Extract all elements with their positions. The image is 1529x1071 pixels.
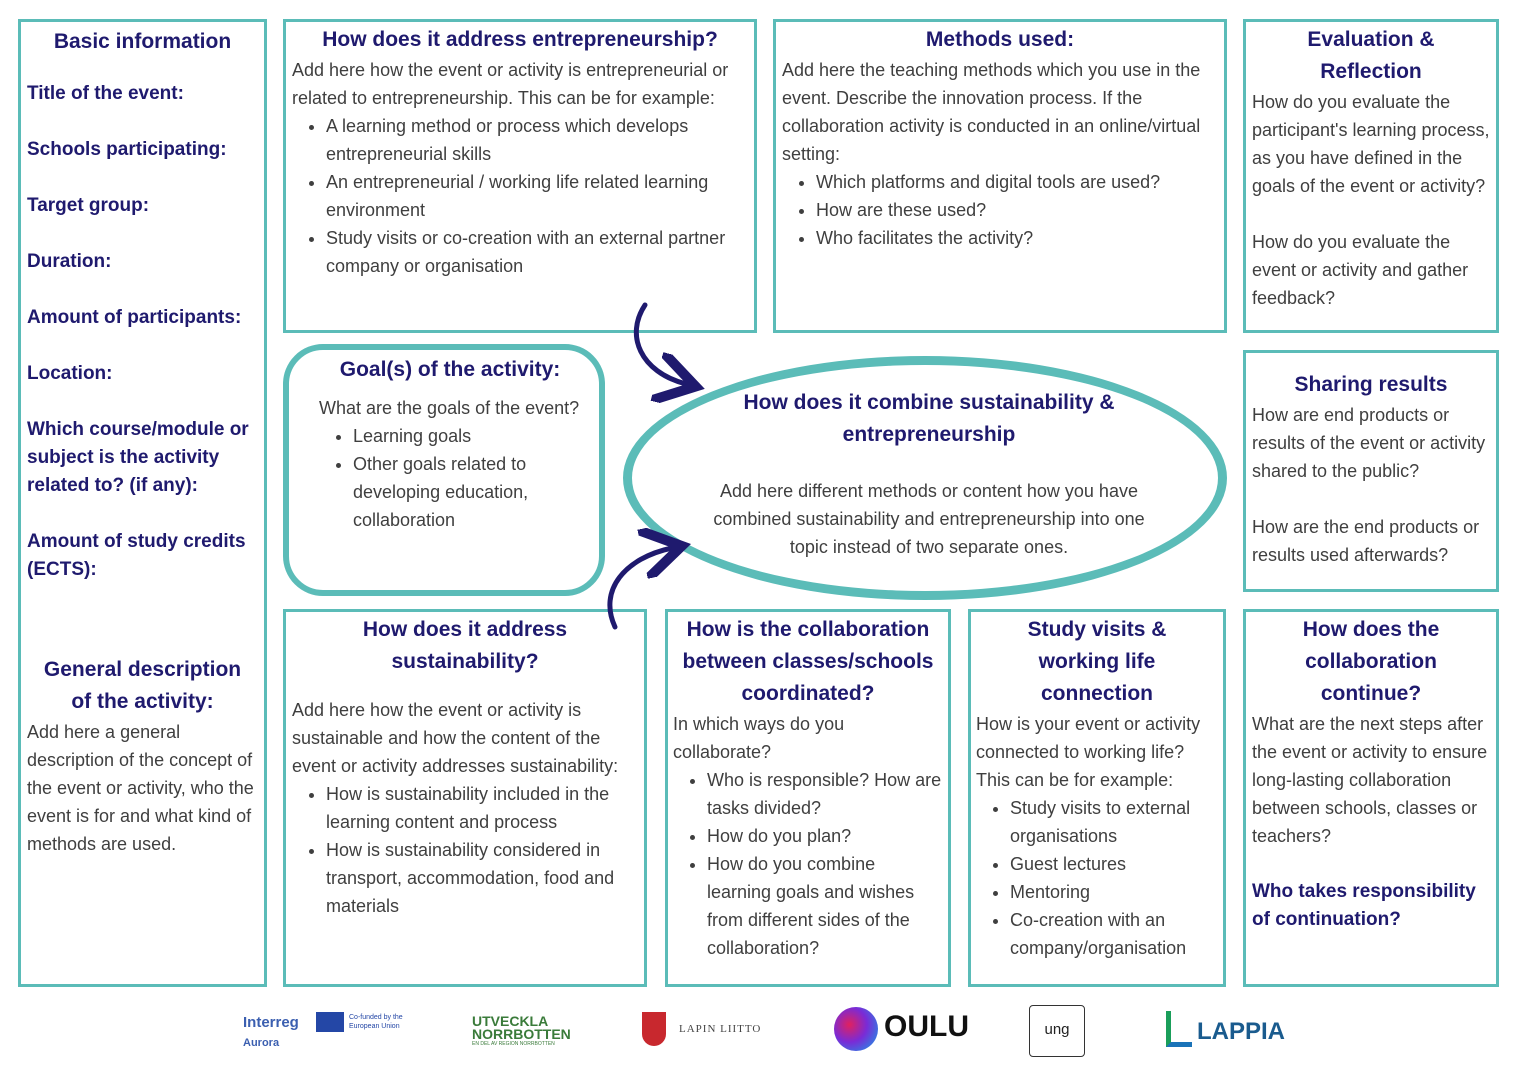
evaluation-p1: How do you evaluate the participant's learning process, as you have defined in the goals of the event or activity? [1252,92,1490,196]
eu-cofunded-text: Co-funded by the European Union [349,1014,403,1030]
field-duration: Duration: [27,251,112,272]
list-item: • How are these used? [816,196,1218,224]
list-item: • Mentoring [1010,878,1218,906]
continue-panel [1243,609,1499,987]
collaboration-intro: In which ways do you collaborate? [673,714,845,762]
lappia-icon [1166,1011,1192,1047]
lapin-liitto-logo: LAPIN LIITTO [679,1023,762,1035]
list-item: • Which platforms and digital tools are used? [816,168,1218,196]
goals-intro: What are the goals of the event? [319,398,580,418]
list-item: • Study visits or co-creation with an external partner company or organisation [326,224,748,280]
sharing-p1: How are end products or results of the event or activity shared to the public? [1252,405,1486,481]
list-item: • How do you combine learning goals and wishes from different sides of the collaboration? [707,850,943,962]
field-study-credits: Amount of study credits (ECTS): [27,531,246,580]
evaluation-p2: How do you evaluate the event or activity and gather feedback? [1252,232,1469,308]
list-item: • How do you plan? [707,822,943,850]
lapin-liitto-crest-icon [642,1012,666,1046]
ung-logo: ung [1029,1005,1085,1057]
sustainability-panel [283,609,647,987]
sharing-panel [1243,350,1499,592]
entrepreneurship-title: How does it address entrepreneurship? [322,28,718,51]
sharing-title: Sharing results [1294,373,1448,396]
collaboration-panel [665,609,951,987]
list-item: • An entrepreneurial / working life related learning environment [326,168,748,224]
list-item: • How is sustainability included in the learning content and process [326,780,638,836]
basic-information-panel [18,19,267,987]
field-title-of-event: Title of the event: [27,83,184,104]
continue-responsibility: Who takes responsibility of continuation? [1252,881,1476,930]
general-description-text: Add here a general description of the concept of the event or activity, who the event is for and what kind of methods are used. [27,722,254,854]
combine-text: Add here different methods or content how you have combined sustainability and entrepreneurship into one topic instead of two separate ones. [713,481,1145,557]
list-item: • Guest lectures [1010,850,1218,878]
field-schools-participating: Schools participating: [27,139,227,160]
list-item: • Other goals related to developing education, collaboration [353,450,581,534]
collaboration-title: How is the collaboration between classes/schools coordinated? [682,618,934,705]
entrepreneurship-list [292,112,748,280]
list-item: • Who facilitates the activity? [816,224,1218,252]
oulu-logo: OULU [884,1010,969,1043]
methods-panel [773,19,1227,333]
entrepreneurship-intro: Add here how the event or activity is entrepreneurial or related to entrepreneurship. This can be for example: [292,60,729,108]
sharing-p2: How are the end products or results used afterwards? [1252,517,1480,565]
list-item: • How is sustainability considered in transport, accommodation, food and materials [326,836,638,920]
eu-flag-logo [316,1012,344,1032]
collaboration-list [673,766,943,962]
field-target-group: Target group: [27,195,150,216]
sustainability-intro: Add here how the event or activity is sustainable and how the content of the event or activity addresses sustainability: [292,700,619,776]
study-visits-list [976,794,1218,962]
list-item: • Who is responsible? How are tasks divided? [707,766,943,822]
combine-title: How does it combine sustainability & entrepreneurship [743,391,1115,446]
list-item: • Co-creation with an company/organisation [1010,906,1218,962]
study-visits-panel [968,609,1226,987]
lappia-logo: LAPPIA [1197,1018,1286,1045]
goals-title: Goal(s) of the activity: [339,358,561,381]
sustainability-title: How does it address sustainability? [362,618,568,673]
utveckla-norrbotten-logo: UTVECKLA NORRBOTTEN EN DEL AV REGION NORRBOTTEN [472,1013,571,1047]
list-item: • Learning goals [353,422,581,450]
combine-ellipse [623,356,1227,600]
continue-title: How does the collaboration continue? [1302,618,1440,705]
methods-list [782,168,1218,252]
sustainability-list [292,780,638,920]
goals-list [319,422,581,534]
field-location: Location: [27,363,113,384]
field-amount-of-participants: Amount of participants: [27,307,242,328]
methods-intro: Add here the teaching methods which you use in the event. Describe the innovation process. If the collaboration activity is conducted in an online/virtual setting: [782,60,1201,164]
list-item: • A learning method or process which develops entrepreneurial skills [326,112,748,168]
logo-row [0,1000,1529,1070]
evaluation-title: Evaluation & Reflection [1307,28,1435,83]
list-item: • Study visits to external organisations [1010,794,1218,850]
field-course-module: Which course/module or subject is the activity related to? (if any): [27,419,249,496]
entrepreneurship-panel [283,19,757,333]
oulu-swirl-icon [834,1007,878,1051]
basic-information-title: Basic information [53,30,232,53]
methods-title: Methods used: [925,28,1075,51]
continue-text: What are the next steps after the event or activity to ensure long-lasting collaboration between schools, classes or teachers? [1252,714,1488,846]
interreg-logo: Interreg Aurora [243,1014,299,1049]
study-visits-title: Study visits & working life connection [1027,618,1167,705]
general-description-title: General description of the activity: [43,658,242,713]
study-visits-intro: How is your event or activity connected to working life? This can be for example: [976,714,1201,790]
goals-panel [283,344,605,596]
evaluation-panel [1243,19,1499,333]
